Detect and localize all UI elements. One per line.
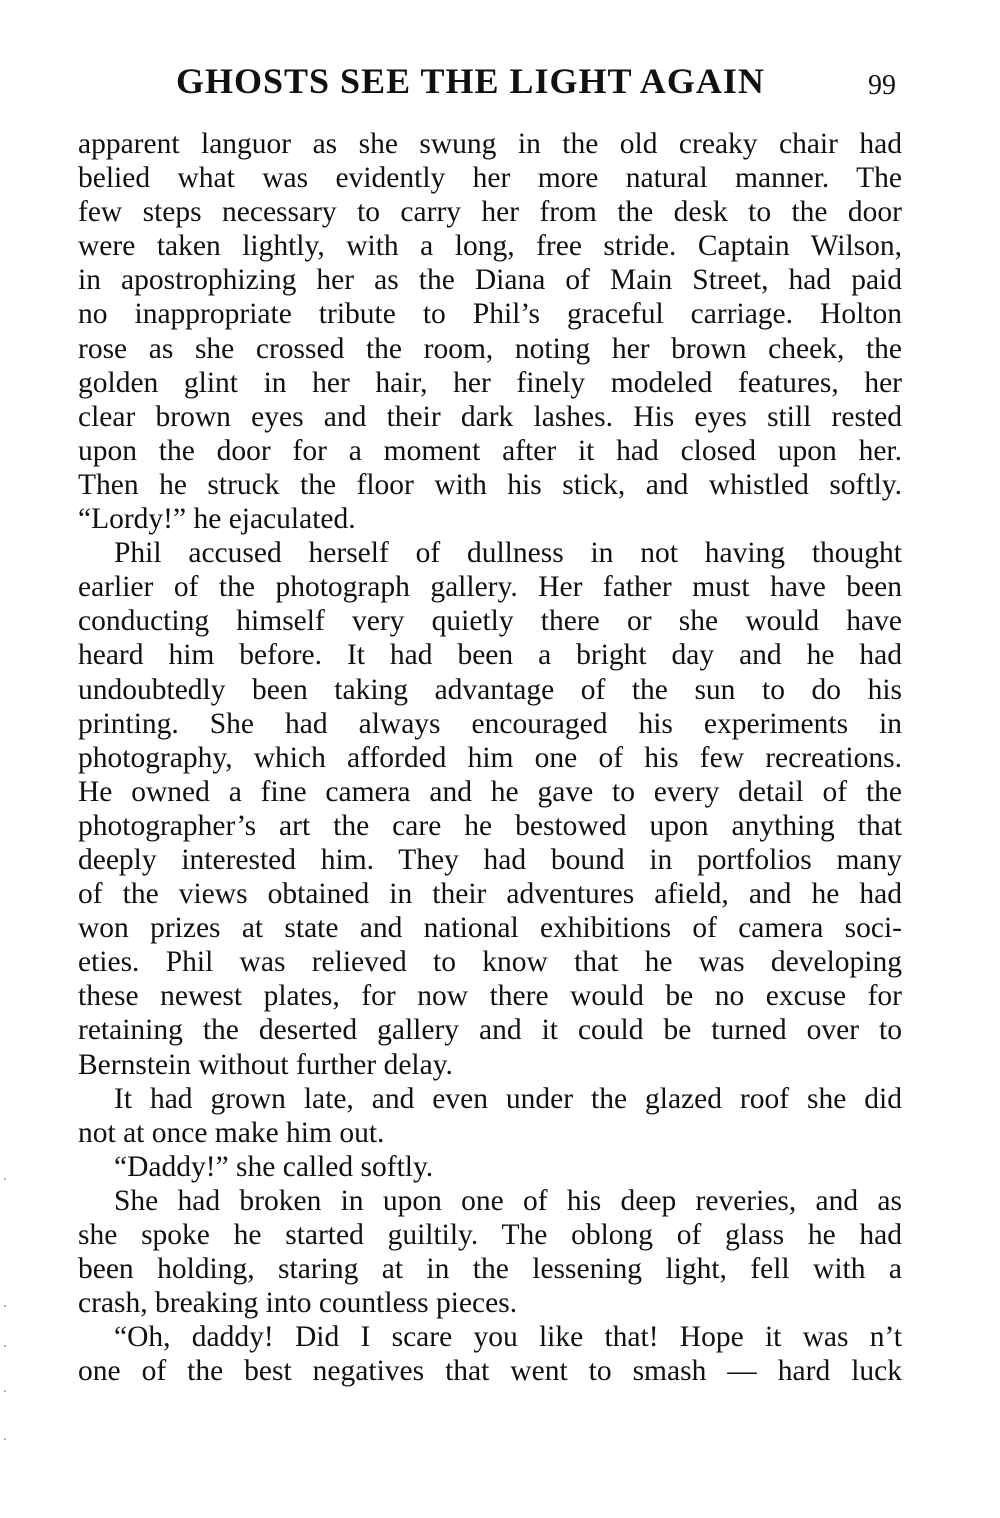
paragraph-start-line: She had broken in upon one of his deep reveries, and as xyxy=(114,1184,902,1217)
text-line: photography, which afforded him one of his few recreations. xyxy=(78,741,902,774)
text-line: earlier of the photograph gallery. Her father must have been xyxy=(78,571,902,604)
text-line: belied what was evidently her more natural manner. The xyxy=(78,162,902,195)
text-line: won prizes at state and national exhibitions of camera soci- xyxy=(78,912,902,945)
margin-speck xyxy=(4,1345,6,1347)
body-text xyxy=(78,127,902,1388)
text-line: eties. Phil was relieved to know that he was developing xyxy=(78,946,902,979)
text-line: printing. She had always encouraged his experiments in xyxy=(78,707,902,740)
text-line: one of the best negatives that went to smash — hard luck xyxy=(78,1355,902,1388)
text-line: He owned a fine camera and he gave to every detail of the xyxy=(78,775,902,808)
text-line: heard him before. It had been a bright day and he had xyxy=(78,639,902,672)
margin-speck xyxy=(4,1305,6,1307)
margin-speck xyxy=(4,1178,6,1180)
text-line: Bernstein without further delay. xyxy=(78,1048,453,1081)
text-line: in apostrophizing her as the Diana of Main Street, had paid xyxy=(78,264,902,297)
text-line: undoubtedly been taking advantage of the sun to do his xyxy=(78,673,902,706)
text-line: rose as she crossed the room, noting her brown cheek, the xyxy=(78,332,902,365)
running-title: GHOSTS SEE THE LIGHT AGAIN xyxy=(176,61,765,101)
paragraph-start-line: “Oh, daddy! Did I scare you like that! Hope it was n’t xyxy=(114,1321,902,1354)
text-line: retaining the deserted gallery and it could be turned over to xyxy=(78,1014,902,1047)
paragraph-start-line: It had grown late, and even under the glazed roof she did xyxy=(114,1082,902,1115)
paragraph-start-line: “Daddy!” she called softly. xyxy=(114,1150,434,1183)
text-line: conducting himself very quietly there or she would have xyxy=(78,605,902,638)
text-line: few steps necessary to carry her from the desk to the door xyxy=(78,196,902,229)
text-line: upon the door for a moment after it had closed upon her. xyxy=(78,434,902,467)
text-line: apparent languor as she swung in the old creaky chair had xyxy=(78,128,902,160)
text-line: these newest plates, for now there would be no excuse for xyxy=(78,980,902,1013)
text-line: no inappropriate tribute to Phil’s graceful carriage. Holton xyxy=(78,298,902,331)
text-line: not at once make him out. xyxy=(78,1116,385,1149)
text-line: crash, breaking into countless pieces. xyxy=(78,1287,518,1320)
paragraph-start-line: Phil accused herself of dullness in not having thought xyxy=(114,537,902,570)
text-line: photographer’s art the care he bestowed upon anything that xyxy=(78,809,902,842)
page-number: 99 xyxy=(868,70,896,101)
text-line: golden glint in her hair, her finely modeled features, her xyxy=(78,366,902,399)
text-line: Then he struck the floor with his stick, and whistled softly. xyxy=(78,468,902,501)
text-line: of the views obtained in their adventures afield, and he had xyxy=(78,878,902,911)
text-line: “Lordy!” he ejaculated. xyxy=(78,503,356,536)
text-line: been holding, staring at in the lessening light, fell with a xyxy=(78,1253,902,1286)
margin-speck xyxy=(4,1390,6,1392)
text-line: she spoke he started guiltily. The oblong of glass he had xyxy=(78,1219,902,1251)
text-line: were taken lightly, with a long, free stride. Captain Wilson, xyxy=(78,230,902,263)
margin-speck xyxy=(4,1438,6,1440)
running-head xyxy=(0,60,1000,110)
text-line: deeply interested him. They had bound in portfolios many xyxy=(78,843,902,876)
text-line: clear brown eyes and their dark lashes. His eyes still rested xyxy=(78,400,902,433)
